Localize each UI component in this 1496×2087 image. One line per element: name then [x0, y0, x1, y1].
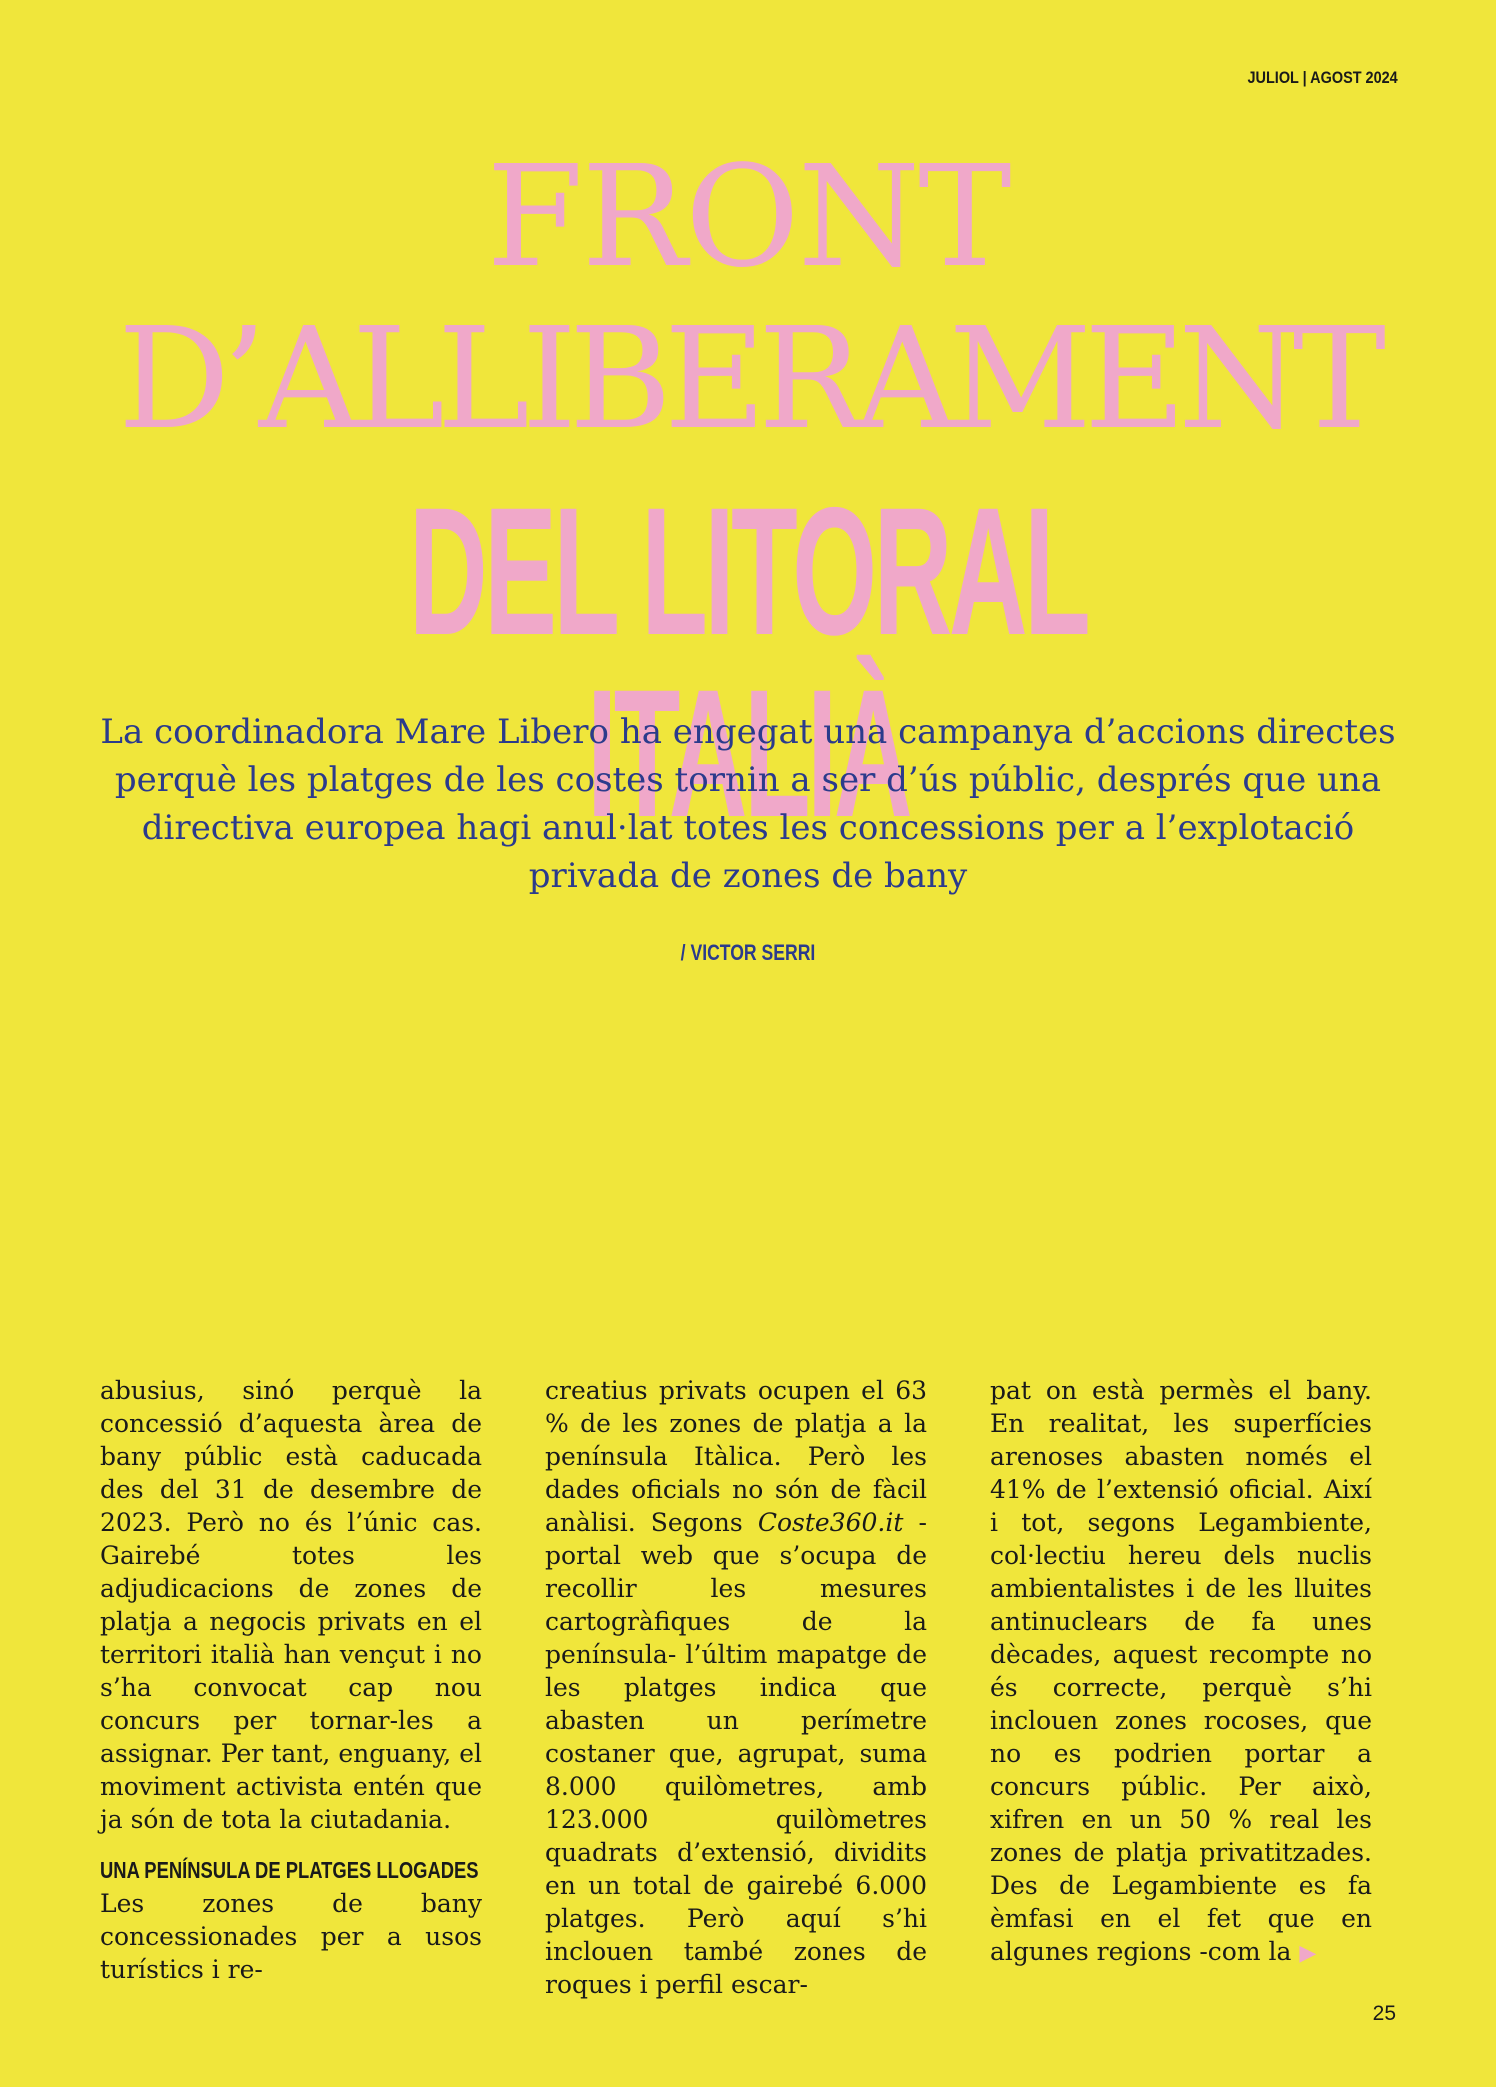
page-number: 25 — [1372, 2002, 1396, 2025]
paragraph: Les zones de bany concessionades per a usos turístics i re- — [100, 1889, 482, 1984]
body-column-2 — [545, 1374, 927, 2001]
website-name: Coste360.it — [757, 1508, 904, 1537]
body-column-1 — [100, 1374, 482, 1986]
body-column-3 — [990, 1374, 1372, 1970]
title-line-2: D’ALLIBERAMENT — [117, 298, 1379, 461]
title-line-3: DEL LITORAL ITALIÀ — [408, 469, 1088, 855]
paragraph-part: creatius privats ocupen el 63 % de les zones de platja a la península Itàlica. Però les dades oficials no són de fàcil anàlisi. Segons — [545, 1376, 927, 1537]
triangle-right-icon: ▶ — [1299, 1941, 1317, 1966]
paragraph: pat on està permès el bany. En realitat, les superfícies arenoses abasten només el 41% de l’extensió oficial. Així i tot, segons Legambiente, col·lectiu hereu dels nuclis ambientalistes i de les lluites antinuclears de fa unes dècades, aquest recompte no és correcte, perquè s’hi inclouen zones rocoses, que no es podrien portar a concurs públic. Per això, xifren en un 50 % real les zones de platja privatitzades. Des de Legambiente es fa èmfasi en el fet que en algunes regions -com la — [990, 1376, 1372, 1966]
byline: / VICTOR SERRI — [680, 940, 816, 965]
paragraph-part: -portal web que s’ocupa de recollir les mesures cartogràfiques de la península- l’últim mapatge de les platges indica que abasten un perímetre costaner que, agrupat, suma 8.000 quilòmetres, amb 123.000 quilòmetres quadrats d’extensió, dividits en un total de gairebé 6.000 platges. Però aquí s’hi inclouen també zones de roques i perfil escar- — [545, 1508, 927, 1999]
paragraph: abusius, sinó perquè la concessió d’aquesta àrea de bany públic està caducada des del 31 de desembre de 2023. Però no és l’únic cas. Gairebé totes les adjudicacions de zones de platja a negocis privats en el territori italià han vençut i no s’ha convocat cap nou concurs per tornar-les a assignar. Per tant, enguany, el moviment activista entén que ja són de tota la ciutadania. — [100, 1376, 482, 1834]
title-line-1: FRONT — [486, 136, 1010, 299]
subhead-text: UNA PENÍNSULA DE PLATGES LLOGADES — [100, 1857, 479, 1883]
section-subhead — [100, 1854, 482, 1887]
issue-date: JULIOL | AGOST 2024 — [1247, 68, 1398, 87]
standfirst: La coordinadora Mare Libero ha engegat una campanya d’accions directes perquè les platges de les costes tornin a ser d’ús públic, després que una directiva europea hagi anul·lat totes les concessions per a l’explotació privada de zones de bany — [100, 712, 1396, 896]
